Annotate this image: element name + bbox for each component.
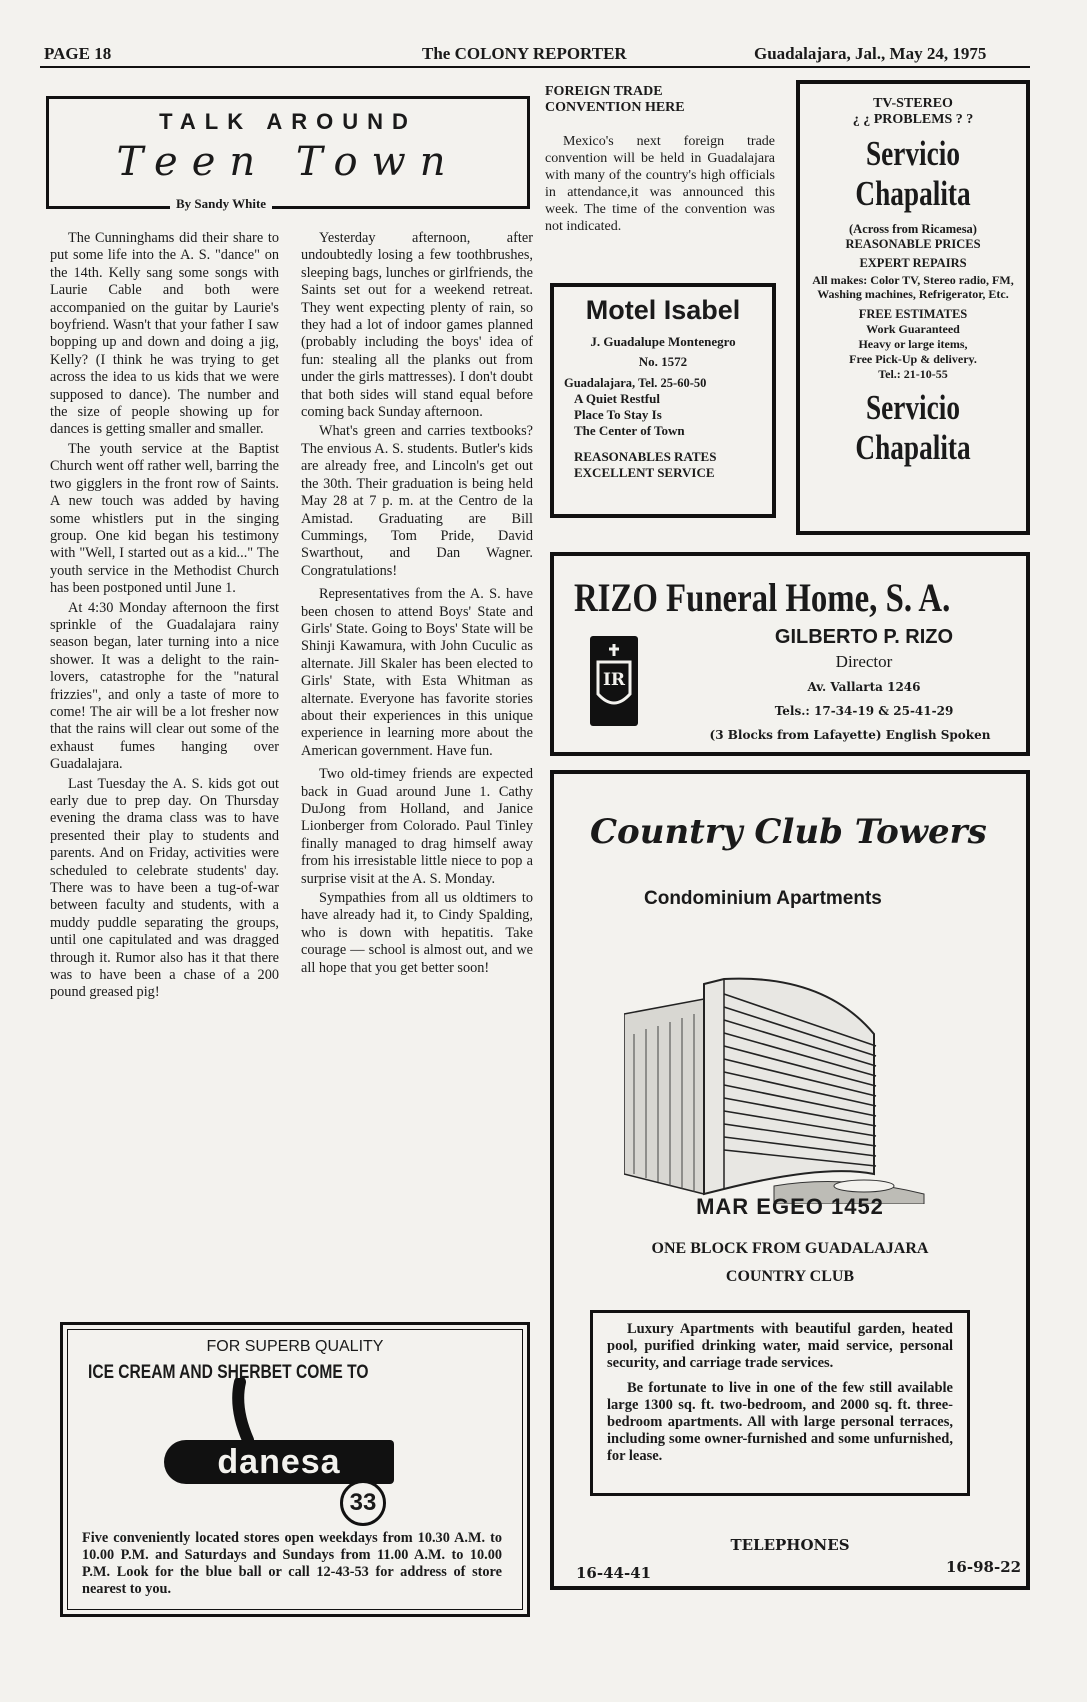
tv-prices: REASONABLE PRICES [845,237,981,251]
funeral-owner: GILBERTO P. RIZO [774,626,954,648]
header-rule [40,66,1030,68]
funeral-logo [590,636,638,726]
article-paragraph: Two old-timey friends are expected back in Guad around June 1. Cathy DuJong from Holland, and Janice Lionberger from Colorado. Paul Tinley finally managed to drag himself away from his irresistable little niece to pop a surprise visit at the A. S. Monday. [301,766,533,887]
towers-ad [550,770,1030,1590]
funeral-logo-text: IR [602,670,626,690]
funeral-home-ad [550,552,1030,756]
towers-location-2: COUNTRY CLUB [725,1268,855,1285]
motel-number: No. 1572 [638,354,688,369]
towers-location: ONE BLOCK FROM GUADALAJARA [651,1240,929,1257]
tv-phone: Tel.: 21-10-55 [878,367,948,381]
article-column-right [301,230,533,979]
danesa-ad [60,1322,530,1617]
motel-rates: REASONABLES RATES [574,449,717,464]
tv-makes: All makes: Color TV, Stereo radio, FM, Washing machines, Refrigerator, Etc. [812,273,1014,301]
article-paragraph: The Cunninghams did their share to put some life into the A. S. "dance" on the 14th. Kelly sang some songs with Laurie Cable and both were accompanied on the guitar by Laurie's boyfriend. Wasn't that your father I saw bopping up and down and doing a jig, Kelly? (I think he was trying to get across the idea to us kids that we were supposed to dance). The number and the size of people showing up for dances is getting smaller and smaller. [50,230,279,438]
trade-body: Mexico's next foreign trade convention will be held in Guadalajara with many of the country's high officials in attendance,it was announced this week. The time of the convention was not indicated. [545,134,775,234]
motel-ad [550,283,776,518]
tv-problems: ¿ ¿ PROBLEMS ? ? [852,112,974,127]
article-paragraph: Yesterday afternoon, after undoubtedly losing a few toothbrushes, sleeping bags, lunches or girlfriends, the Saints set out for a weekend retreat. They went expecting plenty of rain, so they had a lot of indoor games planned (probably including the boys' idea of fun: stealing all the planks out from under the girls mattresses). I don't doubt that both sides will stand equal before coming back Sunday afternoon. [301,230,533,421]
funeral-address: Av. Vallarta 1246 [807,680,921,694]
funeral-title: RIZO Funeral Home, S. A. [574,575,951,620]
tv-items: Heavy or large items, [858,337,968,351]
danesa-number-badge: 33 [340,1480,386,1526]
tv-guarantee: Work Guaranteed [866,322,960,336]
tv-brand: Servicio Chapalita [855,134,971,213]
paper-name: The COLONY REPORTER [422,44,627,63]
motel-owner: J. Guadalupe Montenegro [590,334,736,349]
tv-pickup: Free Pick-Up & delivery. [849,352,977,366]
byline: By Sandy White [170,196,272,212]
tv-estimates: FREE ESTIMATES [858,307,968,321]
tv-title: TV-STEREO [873,96,953,111]
danesa-logo [164,1440,394,1484]
towers-details-box [590,1310,970,1496]
towers-tel-2: 16-98-22 [946,1558,1022,1576]
article-paragraph: Sympathies from all us oldtimers to have already had it, to Cindy Spalding, who is down with hepatitis. Take courage — school is almost out, and we all hope that you get better soon! [301,890,533,976]
article-paragraph: What's green and carries textbooks? The envious A. S. students. Butler's kids are already free, and Lincoln's get out the 30th. Their graduation is being held May 28 at 7 p. m. at the Centro de la Amistad. Graduating are Bill Cummings, Tom Pride, David Swarthout, and Dan Wagner. Congratulations! [301,423,533,579]
funeral-role: Director [835,652,893,671]
page-number: PAGE 18 [44,44,112,63]
article-column-left [50,230,279,1004]
danesa-line-2: ICE CREAM AND SHERBET COME TO [88,1362,369,1383]
funeral-phones: Tels.: 17-34-19 & 25-41-29 [774,704,954,718]
tv-repair-ad [796,80,1030,535]
building-illustration [624,924,964,1204]
towers-address: MAR EGEO 1452 [696,1194,884,1219]
towers-tel-label: TELEPHONES [730,1536,850,1554]
tv-repairs: EXPERT REPAIRS [859,256,967,270]
motel-tel: Guadalajara, Tel. 25-60-50 [564,376,707,390]
tv-brand-repeat: Servicio Chapalita [855,388,971,467]
article-paragraph: The youth service at the Baptist Church went off rather well, barring the two gigglers in the front row of Saints. A new touch was added by having some whistlers put in the singing group. One kid began his testimony with "Well, I started out as a kid..." The youth service in the Methodist Church has been postponed until June 1. [50,440,279,597]
danesa-body: Five conveniently located stores open weekdays from 10.30 A.M. to 10.00 P.M. and Saturdays and Sundays from 11.00 A.M. to 10.00 P.M. Look for the blue ball or call 12-43-53 for address of store nearest to you. [82,1530,502,1597]
article-paragraph: Last Tuesday the A. S. kids got out early due to prep day. On Thursday evening the drama class was to have presented their play to students and parents. And on Friday, activities were scheduled to celebrate students' day. There was to have been a tug-of-war between faculty and students, with a muddy puddle separating the groups, until one capitulated and was dragged through it. Rumor also has it that there was to have been a chase of a 200 pound greased pig! [50,775,279,1001]
danesa-inner-frame [67,1329,523,1610]
towers-tel-1: 16-44-41 [576,1564,652,1582]
article-paragraph: Representatives from the A. S. have been chosen to attend Boys' State and Girls' State. Going to Boys' State will be Shinji Kawamura, with John Cuculic as alternate. Jill Skaler has been elected to Girls' State, with Esta Whitman as alternate. Everyone has favorite stories about their experiences in this unique experience in learning more about the American government. Have fun. [301,586,533,759]
article-paragraph: At 4:30 Monday afternoon the first sprinkle of the Guadalajara rainy season began, later turning into a nice shower. It was a delight to the rain-lovers, catastrophe for the "natural frizzies", and only a taste of more to come! The air will be a lot fresher now that the rains will clear out some of the exhaust fumes hanging over Guadalajara. [50,599,279,773]
motel-service: EXCELLENT SERVICE [574,465,715,480]
column-title-top: TALK AROUND [159,109,417,134]
tv-location: (Across from Ricamesa) [849,222,977,236]
column-title-script: Teen Town [116,139,460,185]
towers-paragraph: Be fortunate to live in one of the few still available large 1300 sq. ft. two-bedroom, and 2000 sq. ft. three-bedroom apartments. All with large personal terraces, including some owner-furnished and some unfurnished, for lease. [607,1380,953,1464]
trade-title: FOREIGN TRADE CONVENTION HERE [545,84,685,115]
towers-paragraph: Luxury Apartments with beautiful garden, heated pool, purified drinking water, maid service, personal security, and carriage trade services. [607,1321,953,1371]
motel-name: Motel Isabel [585,295,741,325]
funeral-note: (3 Blocks from Lafayette) English Spoken [709,728,991,742]
column-title-box [46,96,530,209]
danesa-swoosh-icon [218,1378,268,1442]
danesa-line-1: FOR SUPERB QUALITY [206,1338,384,1355]
motel-line: Place To Stay Is [574,407,662,422]
towers-script-title: Country Club Towers [590,812,987,852]
danesa-logo-text: danesa [217,1443,341,1481]
motel-line: A Quiet Restful [574,391,660,406]
motel-line: The Center of Town [574,423,685,438]
dateline: Guadalajara, Jal., May 24, 1975 [754,44,987,63]
towers-subtitle: Condominium Apartments [644,888,882,909]
